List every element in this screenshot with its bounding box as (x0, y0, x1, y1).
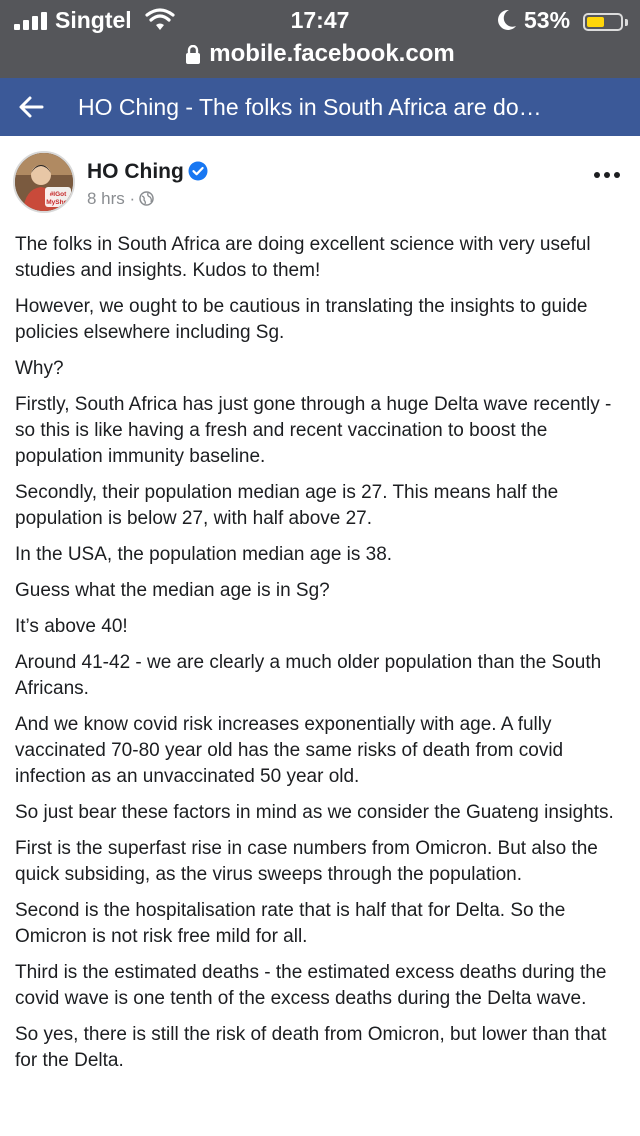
more-options-icon[interactable] (594, 170, 622, 180)
verified-badge-icon (188, 161, 208, 181)
post-timestamp[interactable]: 8 hrs · (87, 189, 136, 208)
post-paragraph: The folks in South Africa are doing excellent science with very useful studies and insights. Kudos to them! (15, 234, 591, 281)
post-header (0, 136, 640, 226)
author-name-text[interactable]: HO Ching (87, 160, 184, 183)
battery-percentage: 53% (524, 7, 571, 33)
post-paragraph: Guess what the median age is in Sg? (15, 580, 330, 601)
post-paragraph: It’s above 40! (15, 616, 128, 637)
post-paragraph: Around 41-42 - we are clearly a much older population than the South Africans. (15, 652, 602, 699)
battery-icon (583, 13, 623, 31)
back-arrow-icon[interactable] (16, 92, 46, 122)
lock-icon (185, 45, 201, 65)
battery-fill (587, 17, 604, 27)
post-paragraph: However, we ought to be cautious in translating the insights to guide policies elsewhere including Sg. (15, 296, 588, 343)
avatar-caption-line-1: #IGot (49, 191, 67, 198)
clock: 17:47 (290, 7, 350, 33)
battery-cap (625, 19, 628, 26)
post-meta (87, 189, 154, 209)
carrier-name: Singtel (55, 7, 132, 33)
post-paragraph: Why? (15, 358, 64, 379)
do-not-disturb-moon-icon (496, 8, 518, 32)
post-paragraph: Firstly, South Africa has just gone through a huge Delta wave recently - so this is like having a fresh and recent vaccination to boost the population immunity baseline. (15, 394, 612, 467)
post-paragraph: In the USA, the population median age is 38. (15, 544, 393, 565)
post-text (15, 232, 627, 1084)
post-paragraph: And we know covid risk increases exponentially with age. A fully vaccinated 70-80 year old has the same risks of death from covid infection as an unvaccinated 50 year old. (15, 714, 564, 787)
post-paragraph: First is the superfast rise in case numbers from Omicron. But also the quick subsiding, as the virus sweeps through the population. (15, 838, 598, 885)
status-row (0, 6, 640, 36)
status-bar (0, 0, 640, 78)
avatar-image (15, 153, 73, 211)
page-title: HO Ching - The folks in South Africa are do… (78, 94, 542, 120)
post-paragraph: Secondly, their population median age is 27. This means half the population is below 27, with half above 27. (15, 482, 559, 529)
author-name[interactable] (87, 160, 208, 184)
post-paragraph: Third is the estimated deaths - the estimated excess deaths during the covid wave is one tenth of the excess deaths during the Delta wave. (15, 962, 607, 1009)
post-paragraph: So just bear these factors in mind as we consider the Guateng insights. (15, 802, 614, 823)
post-paragraph: Second is the hospitalisation rate that is half that for Delta. So the Omicron is not risk free mild for all. (15, 900, 566, 947)
url-text: mobile.facebook.com (209, 40, 455, 67)
avatar[interactable] (13, 151, 75, 213)
globe-icon (139, 191, 154, 206)
avatar-caption-line-2: MyShot (46, 199, 70, 206)
post-navigation-bar (0, 78, 640, 136)
url-bar[interactable] (0, 38, 640, 70)
post-paragraph: So yes, there is still the risk of death from Omicron, but lower than that for the Delta. (15, 1024, 607, 1071)
